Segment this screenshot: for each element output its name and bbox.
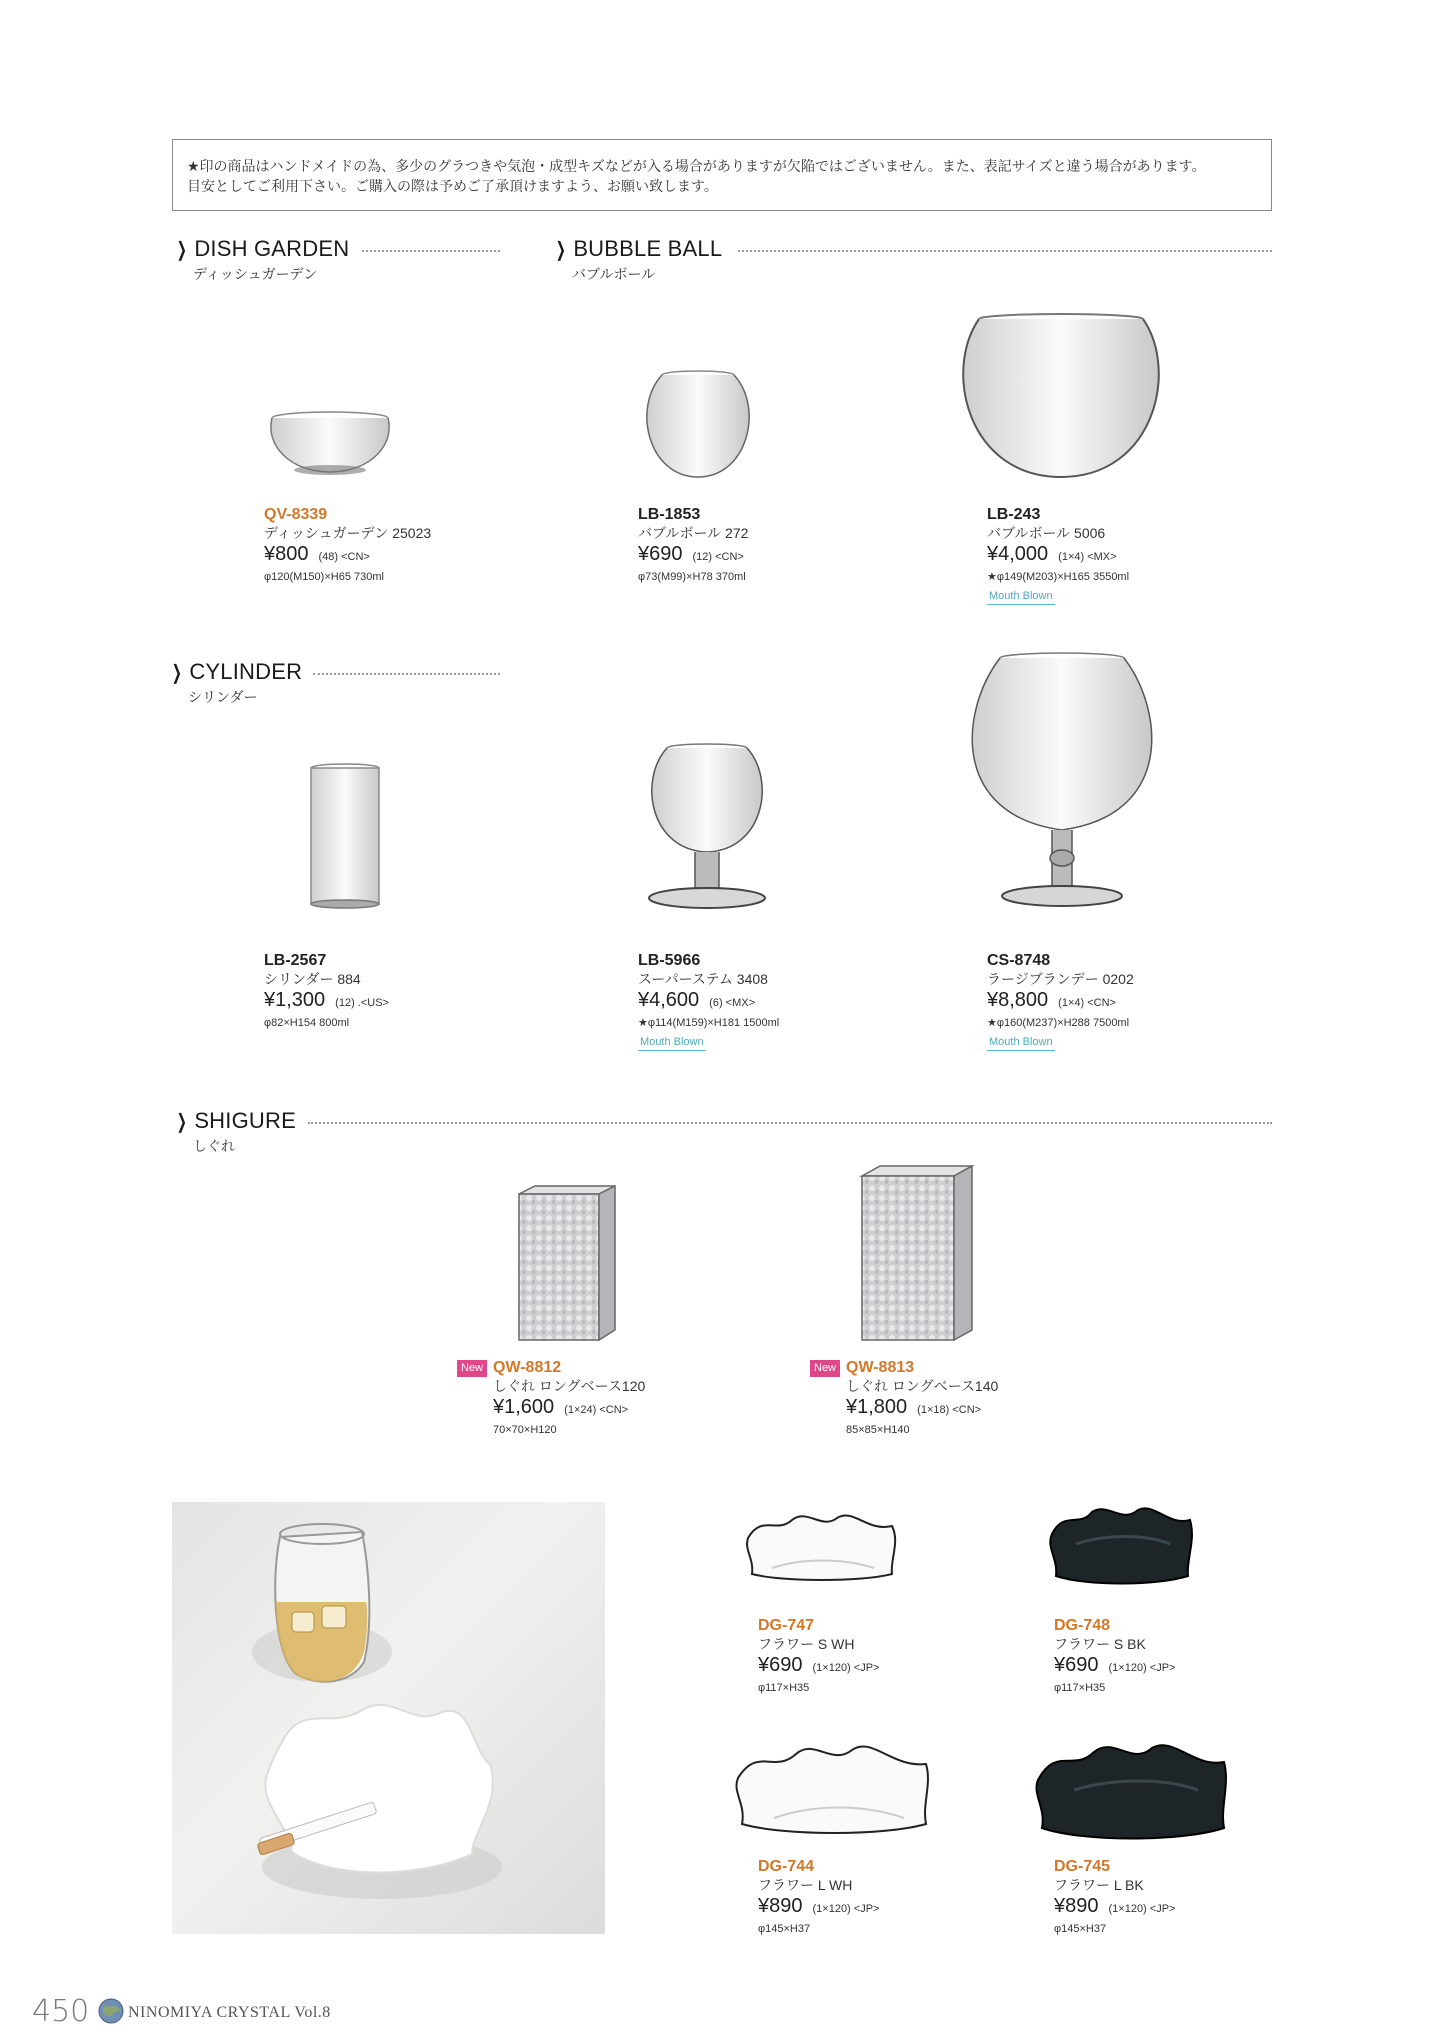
- product-name: バブルボール 272: [638, 525, 749, 541]
- product-pack-origin: (1×120) <JP>: [1108, 1903, 1176, 1915]
- product-price-row: [638, 542, 748, 569]
- product-price: ¥890: [1054, 1895, 1099, 1917]
- section-title-text: SHIGURE: [194, 1108, 296, 1133]
- product-price-row: [846, 1395, 998, 1422]
- product-code: QW-8813: [846, 1359, 915, 1376]
- product-spec: ★φ114(M159)×H181 1500ml: [638, 1017, 780, 1029]
- product-price-row: [264, 988, 389, 1015]
- product-price: ¥690: [758, 1654, 803, 1676]
- notice-line-1: ★印の商品はハンドメイドの為、多少のグラつきや気泡・成型キズなどが入る場合がありますが欠陥ではございません。また、表記サイズと違う場合があります。: [187, 158, 1206, 174]
- mouth-blown-tag: Mouth Blown: [638, 1035, 706, 1051]
- new-badge: New: [810, 1360, 840, 1377]
- section-title-text: BUBBLE BALL: [573, 236, 723, 261]
- mouth-blown-tag: Mouth Blown: [987, 589, 1055, 605]
- notice-box: [172, 139, 1272, 211]
- chevron-icon: ❯: [171, 662, 182, 684]
- product-price-row: [264, 542, 431, 569]
- bubble-ball-small-image: [638, 367, 758, 482]
- product-dg-747: [758, 1616, 879, 1696]
- product-dg-744: [758, 1857, 879, 1937]
- notice-line-2: 目安としてご利用下さい。ご購入の際は予めご了承頂けますよう、お願い致します。: [187, 178, 718, 194]
- product-price: ¥1,800: [846, 1396, 908, 1418]
- section-title-cylinder: [169, 659, 302, 685]
- cylinder-image: [306, 762, 384, 912]
- page-number: 450: [32, 1994, 90, 2029]
- product-lb-5966: [638, 951, 779, 1051]
- super-stem-image: [640, 740, 774, 914]
- product-name: ラージブランデー 0202: [987, 971, 1134, 987]
- product-spec: φ145×H37: [758, 1923, 811, 1935]
- product-name: バブルボール 5006: [987, 525, 1106, 541]
- product-spec: φ117×H35: [1054, 1682, 1106, 1694]
- product-price: ¥4,600: [638, 989, 700, 1011]
- product-price: ¥800: [264, 543, 309, 565]
- product-price-row: [758, 1653, 879, 1680]
- product-price-row: [493, 1395, 645, 1422]
- mouth-blown-tag: Mouth Blown: [987, 1035, 1055, 1051]
- product-price-row: [1054, 1653, 1175, 1680]
- product-qw-8813: [846, 1358, 998, 1438]
- section-title-text: DISH GARDEN: [194, 236, 350, 261]
- product-pack-origin: (1×4) <CN>: [1058, 997, 1116, 1009]
- product-spec: 85×85×H140: [846, 1424, 910, 1436]
- product-pack-origin: (1×18) <CN>: [917, 1404, 982, 1416]
- section-subtitle-bubble-ball: バブルボール: [572, 266, 656, 282]
- product-price-row: [987, 988, 1134, 1015]
- section-subtitle-cylinder: シリンダー: [188, 689, 258, 705]
- flower-s-white-image: [742, 1508, 902, 1584]
- flower-l-white-image: [734, 1740, 934, 1836]
- product-pack-origin: (6) <MX>: [709, 997, 756, 1009]
- bubble-ball-large-image: [958, 311, 1164, 483]
- product-code: DG-747: [758, 1617, 815, 1634]
- product-code: QV-8339: [264, 506, 328, 523]
- product-name: しぐれ ロングベース120: [493, 1378, 646, 1394]
- product-pack-origin: (1×120) <JP>: [1108, 1662, 1176, 1674]
- product-name: シリンダー 884: [264, 971, 361, 987]
- product-code: DG-744: [758, 1858, 815, 1875]
- product-code: LB-5966: [638, 952, 701, 969]
- product-lb-1853: [638, 505, 748, 585]
- product-name: しぐれ ロングベース140: [846, 1378, 999, 1394]
- product-pack-origin: (1×120) <JP>: [812, 1903, 880, 1915]
- lifestyle-photo: [172, 1502, 605, 1934]
- shigure-vase-140-image: [858, 1164, 976, 1344]
- product-code: QW-8812: [493, 1359, 562, 1376]
- section-title-dish-garden: [174, 236, 349, 262]
- product-dg-748: [1054, 1616, 1175, 1696]
- product-dg-745: [1054, 1857, 1175, 1937]
- section-title-bubble-ball: [553, 236, 722, 262]
- globe-icon: [98, 1998, 124, 2024]
- product-code: CS-8748: [987, 952, 1051, 969]
- product-spec: ★φ149(M203)×H165 3550ml: [987, 571, 1130, 583]
- product-pack-origin: (12) .<US>: [335, 997, 389, 1009]
- product-pack-origin: (48) <CN>: [318, 551, 370, 563]
- product-spec: φ120(M150)×H65 730ml: [264, 571, 384, 583]
- product-spec: ★φ160(M237)×H288 7500ml: [987, 1017, 1130, 1029]
- section-divider: [313, 673, 500, 675]
- chevron-icon: ❯: [176, 1111, 187, 1133]
- section-divider: [362, 250, 500, 252]
- product-price-row: [987, 542, 1129, 569]
- product-price: ¥690: [1054, 1654, 1099, 1676]
- product-pack-origin: (1×24) <CN>: [564, 1404, 629, 1416]
- shigure-vase-120-image: [515, 1184, 619, 1344]
- product-lb-2567: [264, 951, 389, 1031]
- product-price-row: [1054, 1894, 1175, 1921]
- product-price: ¥4,000: [987, 543, 1049, 565]
- product-code: DG-745: [1054, 1858, 1111, 1875]
- product-pack-origin: (1×120) <JP>: [812, 1662, 880, 1674]
- product-name: フラワー S WH: [758, 1636, 855, 1652]
- product-spec: 70×70×H120: [493, 1424, 557, 1436]
- product-name: スーパーステム 3408: [638, 971, 768, 987]
- product-price: ¥690: [638, 543, 683, 565]
- flower-s-black-image: [1046, 1504, 1196, 1588]
- dish-garden-image: [265, 410, 395, 484]
- ashtray-whisky-illustration: [172, 1502, 605, 1934]
- product-spec: φ73(M99)×H78 370ml: [638, 571, 746, 583]
- product-pack-origin: (12) <CN>: [692, 551, 744, 563]
- product-spec: φ117×H35: [758, 1682, 810, 1694]
- product-code: LB-2567: [264, 952, 327, 969]
- section-title-text: CYLINDER: [189, 659, 303, 684]
- flower-l-black-image: [1034, 1740, 1230, 1842]
- product-price: ¥1,600: [493, 1396, 555, 1418]
- product-price: ¥890: [758, 1895, 803, 1917]
- product-name: フラワー L BK: [1054, 1877, 1144, 1893]
- product-spec: φ82×H154 800ml: [264, 1017, 350, 1029]
- product-qv-8339: [264, 505, 431, 585]
- section-divider: [738, 250, 1272, 252]
- product-spec: φ145×H37: [1054, 1923, 1107, 1935]
- product-code: LB-1853: [638, 506, 701, 523]
- section-subtitle-dish-garden: ディッシュガーデン: [193, 266, 318, 282]
- product-name: ディッシュガーデン 25023: [264, 525, 432, 541]
- chevron-icon: ❯: [555, 239, 566, 261]
- product-code: LB-243: [987, 506, 1041, 523]
- section-title-shigure: [174, 1108, 296, 1134]
- product-cs-8748: [987, 951, 1134, 1051]
- product-name: フラワー S BK: [1054, 1636, 1146, 1652]
- product-pack-origin: (1×4) <MX>: [1058, 551, 1117, 563]
- new-badge: New: [457, 1360, 487, 1377]
- product-price-row: [758, 1894, 879, 1921]
- product-price-row: [638, 988, 779, 1015]
- section-divider: [308, 1122, 1272, 1124]
- product-qw-8812: [493, 1358, 645, 1438]
- brand-name: NINOMIYA CRYSTAL Vol.8: [128, 2004, 331, 2021]
- product-name: フラワー L WH: [758, 1877, 853, 1893]
- product-code: DG-748: [1054, 1617, 1111, 1634]
- product-price: ¥1,300: [264, 989, 326, 1011]
- product-lb-243: [987, 505, 1129, 605]
- large-brandy-image: [960, 650, 1164, 914]
- product-price: ¥8,800: [987, 989, 1049, 1011]
- chevron-icon: ❯: [176, 239, 187, 261]
- section-subtitle-shigure: しぐれ: [193, 1138, 235, 1154]
